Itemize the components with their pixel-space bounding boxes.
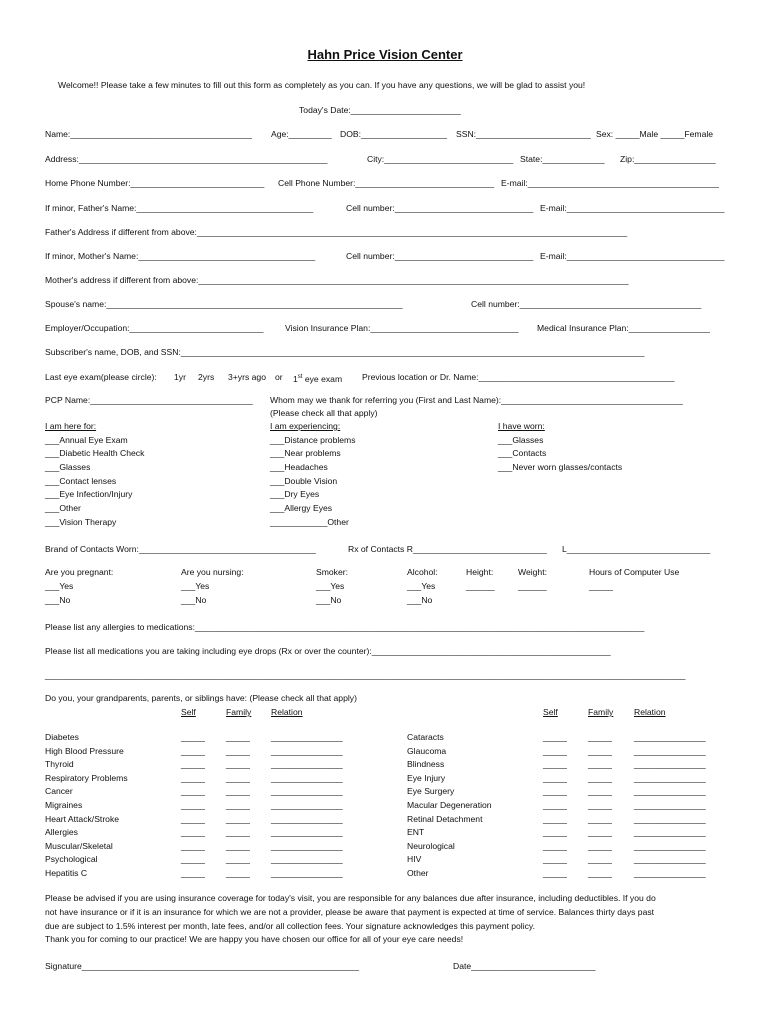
last-exam-2yrs[interactable]: 2yrs xyxy=(198,372,215,382)
col-family-left: Family xyxy=(226,707,252,717)
alcohol-yes[interactable]: ___Yes xyxy=(407,581,436,591)
self-check-field[interactable]: _____ xyxy=(181,841,205,851)
city-field[interactable]: City:___________________________ xyxy=(367,154,514,164)
mother-email-field[interactable]: E-mail:_________________________________ xyxy=(540,251,725,261)
condition-label: Macular Degeneration xyxy=(407,800,492,810)
contacts-brand-field[interactable]: Brand of Contacts Worn:_____________________________________ xyxy=(45,544,316,554)
family-check-field[interactable]: _____ xyxy=(226,800,250,810)
relation-field[interactable]: _______________ xyxy=(634,773,706,783)
referral-field[interactable]: Whom may we thank for referring you (First and Last Name):______________________________________ xyxy=(270,395,683,405)
condition-label: Cataracts xyxy=(407,732,444,742)
self-check-field[interactable]: _____ xyxy=(543,814,567,824)
medical-insurance-field[interactable]: Medical Insurance Plan:_________________ xyxy=(537,323,710,333)
thank-you-line: Thank you for coming to our practice! We are happy you have chosen our office for all of your eye care needs! xyxy=(45,934,464,944)
notice-line: Please be advised if you are using insurance coverage for today's visit, you are responsible for any balances due after insurance, including deductibles. If you do xyxy=(45,893,656,903)
alcohol-label: Alcohol: xyxy=(407,567,438,577)
family-check-field[interactable]: _____ xyxy=(226,773,250,783)
father-email-field[interactable]: E-mail:_________________________________ xyxy=(540,203,725,213)
family-check-field[interactable]: _____ xyxy=(588,868,612,878)
nursing-no[interactable]: ___No xyxy=(181,595,207,605)
condition-label: Migraines xyxy=(45,800,83,810)
relation-field[interactable]: _______________ xyxy=(271,732,343,742)
family-check-field[interactable]: _____ xyxy=(226,746,250,756)
relation-field[interactable]: _______________ xyxy=(634,732,706,742)
family-check-field[interactable]: _____ xyxy=(588,800,612,810)
height-field[interactable]: ______ xyxy=(466,581,495,591)
previous-location-field[interactable]: Previous location or Dr. Name:_________________________________________ xyxy=(362,372,675,382)
relation-field[interactable]: _______________ xyxy=(271,773,343,783)
dob-field[interactable]: DOB:__________________ xyxy=(340,129,448,139)
cell-phone-field[interactable]: Cell Phone Number:_____________________________ xyxy=(278,178,494,188)
condition-label: High Blood Pressure xyxy=(45,746,124,756)
medications-field[interactable]: Please list all medications you are taking including eye drops (Rx or over the counter):__________________________________________________ xyxy=(45,646,611,656)
relation-field[interactable]: _______________ xyxy=(634,827,706,837)
relation-field[interactable]: _______________ xyxy=(271,854,343,864)
self-check-field[interactable]: _____ xyxy=(181,827,205,837)
subscriber-field[interactable]: Subscriber's name, DOB, and SSN:_________________________________________________________________________________________________ xyxy=(45,347,645,357)
self-check-field[interactable]: _____ xyxy=(181,746,205,756)
relation-field[interactable]: _______________ xyxy=(271,868,343,878)
computer-hours-field[interactable]: _____ xyxy=(589,581,613,591)
mother-address-field[interactable]: Mother's address if different from above:__________________________________________________________________________________________ xyxy=(45,275,629,285)
family-history-question: Do you, your grandparents, parents, or siblings have: (Please check all that apply) xyxy=(45,693,357,703)
self-check-field[interactable]: _____ xyxy=(543,786,567,796)
experiencing-item[interactable]: ___Double Vision xyxy=(270,476,338,486)
condition-label: Other xyxy=(407,868,429,878)
experiencing-item[interactable]: ___Headaches xyxy=(270,462,328,472)
condition-label: Eye Surgery xyxy=(407,786,455,796)
signature-field[interactable]: Signature__________________________________________________________ xyxy=(45,961,359,971)
pcp-field[interactable]: PCP Name:__________________________________ xyxy=(45,395,253,405)
relation-field[interactable]: _______________ xyxy=(634,759,706,769)
name-field[interactable]: Name:______________________________________ xyxy=(45,129,252,139)
father-name-field[interactable]: If minor, Father's Name:_____________________________________ xyxy=(45,203,314,213)
experiencing-item[interactable]: ___Near problems xyxy=(270,448,341,458)
condition-label: Psychological xyxy=(45,854,98,864)
address-field[interactable]: Address:____________________________________________________ xyxy=(45,154,328,164)
self-check-field[interactable]: _____ xyxy=(181,759,205,769)
self-check-field[interactable]: _____ xyxy=(543,868,567,878)
family-check-field[interactable]: _____ xyxy=(226,854,250,864)
here-for-item[interactable]: ___Vision Therapy xyxy=(45,517,117,527)
self-check-field[interactable]: _____ xyxy=(543,841,567,851)
check-all-note: (Please check all that apply) xyxy=(270,408,378,418)
nursing-label: Are you nursing: xyxy=(181,567,244,577)
self-check-field[interactable]: _____ xyxy=(181,786,205,796)
col-family-right: Family xyxy=(588,707,614,717)
welcome-text: Welcome!! Please take a few minutes to fill out this form as completely as you can. If you have any questions, we will be glad to assist you! xyxy=(58,80,586,90)
relation-field[interactable]: _______________ xyxy=(271,814,343,824)
worn-item[interactable]: ___Never worn glasses/contacts xyxy=(498,462,623,472)
self-check-field[interactable]: _____ xyxy=(181,800,205,810)
mother-name-field[interactable]: If minor, Mother's Name:_____________________________________ xyxy=(45,251,316,261)
relation-field[interactable]: _______________ xyxy=(634,746,706,756)
sex-field[interactable]: Sex: _____Male _____Female xyxy=(596,129,714,139)
condition-label: Respiratory Problems xyxy=(45,773,128,783)
alcohol-no[interactable]: ___No xyxy=(407,595,433,605)
self-check-field[interactable]: _____ xyxy=(543,732,567,742)
relation-field[interactable]: _______________ xyxy=(271,800,343,810)
first-eye-exam: eye exam xyxy=(302,373,343,384)
experiencing-item[interactable]: ___Dry Eyes xyxy=(270,489,320,499)
family-check-field[interactable]: _____ xyxy=(588,746,612,756)
condition-label: Eye Injury xyxy=(407,773,446,783)
mother-cell-field[interactable]: Cell number:_____________________________ xyxy=(346,251,534,261)
family-check-field[interactable]: _____ xyxy=(588,854,612,864)
relation-field[interactable]: _______________ xyxy=(634,786,706,796)
home-phone-field[interactable]: Home Phone Number:____________________________ xyxy=(45,178,265,188)
last-exam-or: or xyxy=(275,372,283,382)
here-for-item[interactable]: ___Annual Eye Exam xyxy=(45,435,128,445)
ssn-field[interactable]: SSN:________________________ xyxy=(456,129,591,139)
condition-label: Retinal Detachment xyxy=(407,814,483,824)
father-address-field[interactable]: Father's Address if different from above:__________________________________________________________________________________________ xyxy=(45,227,628,237)
email-field[interactable]: E-mail:________________________________________ xyxy=(501,178,719,188)
family-check-field[interactable]: _____ xyxy=(588,827,612,837)
height-label: Height: xyxy=(466,567,494,577)
self-check-field[interactable]: _____ xyxy=(181,773,205,783)
experiencing-item[interactable]: ___Distance problems xyxy=(270,435,356,445)
col-relation-left: Relation xyxy=(271,707,303,717)
self-check-field[interactable]: _____ xyxy=(543,746,567,756)
self-check-field[interactable]: _____ xyxy=(181,732,205,742)
date-field[interactable]: Date__________________________ xyxy=(453,961,596,971)
here-for-heading: I am here for: xyxy=(45,421,97,431)
pregnant-yes[interactable]: ___Yes xyxy=(45,581,74,591)
condition-label: Thyroid xyxy=(45,759,74,769)
self-check-field[interactable]: _____ xyxy=(181,854,205,864)
here-for-item[interactable]: ___Glasses xyxy=(45,462,91,472)
todays-date-field[interactable]: Today's Date:_______________________ xyxy=(299,105,461,115)
age-field[interactable]: Age:_________ xyxy=(271,129,332,139)
last-exam-1yr[interactable]: 1yr xyxy=(174,372,186,382)
smoker-label: Smoker: xyxy=(316,567,348,577)
self-check-field[interactable]: _____ xyxy=(543,827,567,837)
first-number: 1 xyxy=(293,373,298,384)
relation-field[interactable]: _______________ xyxy=(271,759,343,769)
condition-label: HIV xyxy=(407,854,422,864)
state-field[interactable]: State:_____________ xyxy=(520,154,605,164)
employer-field[interactable]: Employer/Occupation:____________________________ xyxy=(45,323,264,333)
family-check-field[interactable]: _____ xyxy=(226,841,250,851)
worn-heading: I have worn: xyxy=(498,421,545,431)
here-for-item[interactable]: ___Contact lenses xyxy=(45,476,117,486)
experiencing-item[interactable]: ___Allergy Eyes xyxy=(270,503,333,513)
family-check-field[interactable]: _____ xyxy=(226,827,250,837)
last-exam-label: Last eye exam(please circle): xyxy=(45,372,157,382)
here-for-item[interactable]: ___Other xyxy=(45,503,81,513)
family-check-field[interactable]: _____ xyxy=(588,773,612,783)
smoker-no[interactable]: ___No xyxy=(316,595,342,605)
family-check-field[interactable]: _____ xyxy=(226,868,250,878)
self-check-field[interactable]: _____ xyxy=(543,759,567,769)
contacts-rx-left-field[interactable]: L______________________________ xyxy=(562,544,711,554)
condition-label: ENT xyxy=(407,827,425,837)
col-self-left: Self xyxy=(181,707,196,717)
experiencing-item[interactable]: ____________Other xyxy=(270,517,349,527)
vision-insurance-field[interactable]: Vision Insurance Plan:_______________________________ xyxy=(285,323,519,333)
family-check-field[interactable]: _____ xyxy=(588,814,612,824)
relation-field[interactable]: _______________ xyxy=(634,800,706,810)
experiencing-heading: I am experiencing: xyxy=(270,421,341,431)
family-check-field[interactable]: _____ xyxy=(588,759,612,769)
family-check-field[interactable]: _____ xyxy=(588,732,612,742)
father-cell-field[interactable]: Cell number:_____________________________ xyxy=(346,203,534,213)
spouse-cell-field[interactable]: Cell number:______________________________________ xyxy=(471,299,702,309)
self-check-field[interactable]: _____ xyxy=(181,868,205,878)
self-check-field[interactable]: _____ xyxy=(543,773,567,783)
condition-label: Glaucoma xyxy=(407,746,447,756)
computer-hours-label: Hours of Computer Use xyxy=(589,567,680,577)
condition-label: Cancer xyxy=(45,786,73,796)
col-self-right: Self xyxy=(543,707,558,717)
page-title: Hahn Price Vision Center xyxy=(307,47,463,62)
col-relation-right: Relation xyxy=(634,707,666,717)
pregnant-label: Are you pregnant: xyxy=(45,567,114,577)
first-suffix: st xyxy=(297,374,303,380)
self-check-field[interactable]: _____ xyxy=(543,854,567,864)
condition-label: Blindness xyxy=(407,759,445,769)
condition-label: Neurological xyxy=(407,841,455,851)
spouse-name-field[interactable]: Spouse's name:______________________________________________________________ xyxy=(45,299,403,309)
here-for-item[interactable]: ___Diabetic Health Check xyxy=(45,448,145,458)
relation-field[interactable]: _______________ xyxy=(634,814,706,824)
allergies-field[interactable]: Please list any allergies to medications:______________________________________________________________________________________________ xyxy=(45,622,645,632)
contacts-rx-right-field[interactable]: Rx of Contacts R____________________________ xyxy=(348,544,547,554)
weight-field[interactable]: ______ xyxy=(518,581,547,591)
relation-field[interactable]: _______________ xyxy=(634,868,706,878)
relation-field[interactable]: _______________ xyxy=(271,746,343,756)
family-check-field[interactable]: _____ xyxy=(588,786,612,796)
medications-extra-line[interactable]: ______________________________________________________________________________________________________________________________________ xyxy=(45,670,686,680)
self-check-field[interactable]: _____ xyxy=(543,800,567,810)
worn-item[interactable]: ___Glasses xyxy=(498,435,544,445)
pregnant-no[interactable]: ___No xyxy=(45,595,71,605)
last-exam-3yrs[interactable]: 3+yrs ago xyxy=(228,372,266,382)
relation-field[interactable]: _______________ xyxy=(271,786,343,796)
condition-label: Hepatitis C xyxy=(45,868,88,878)
condition-label: Allergies xyxy=(45,827,78,837)
relation-field[interactable]: _______________ xyxy=(271,827,343,837)
family-check-field[interactable]: _____ xyxy=(226,759,250,769)
notice-line: not have insurance or if it is an insurance for which we are not a provider, please be aware that payment is expected at time of service. Balances thirty days past xyxy=(45,907,655,917)
family-check-field[interactable]: _____ xyxy=(226,786,250,796)
weight-label: Weight: xyxy=(518,567,547,577)
condition-label: Heart Attack/Stroke xyxy=(45,814,120,824)
last-exam-first[interactable] xyxy=(293,372,342,384)
condition-label: Muscular/Skeletal xyxy=(45,841,113,851)
self-check-field[interactable]: _____ xyxy=(181,814,205,824)
smoker-yes[interactable]: ___Yes xyxy=(316,581,345,591)
family-check-field[interactable]: _____ xyxy=(226,814,250,824)
worn-item[interactable]: ___Contacts xyxy=(498,448,547,458)
family-check-field[interactable]: _____ xyxy=(226,732,250,742)
here-for-item[interactable]: ___Eye Infection/Injury xyxy=(45,489,133,499)
relation-field[interactable]: _______________ xyxy=(634,854,706,864)
relation-field[interactable]: _______________ xyxy=(271,841,343,851)
notice-line: due are subject to 1.5% interest per month, late fees, and/or all collection fees. Your signature acknowledges this payment policy. xyxy=(45,921,535,931)
family-check-field[interactable]: _____ xyxy=(588,841,612,851)
zip-field[interactable]: Zip:_________________ xyxy=(620,154,716,164)
condition-label: Diabetes xyxy=(45,732,79,742)
relation-field[interactable]: _______________ xyxy=(634,841,706,851)
nursing-yes[interactable]: ___Yes xyxy=(181,581,210,591)
